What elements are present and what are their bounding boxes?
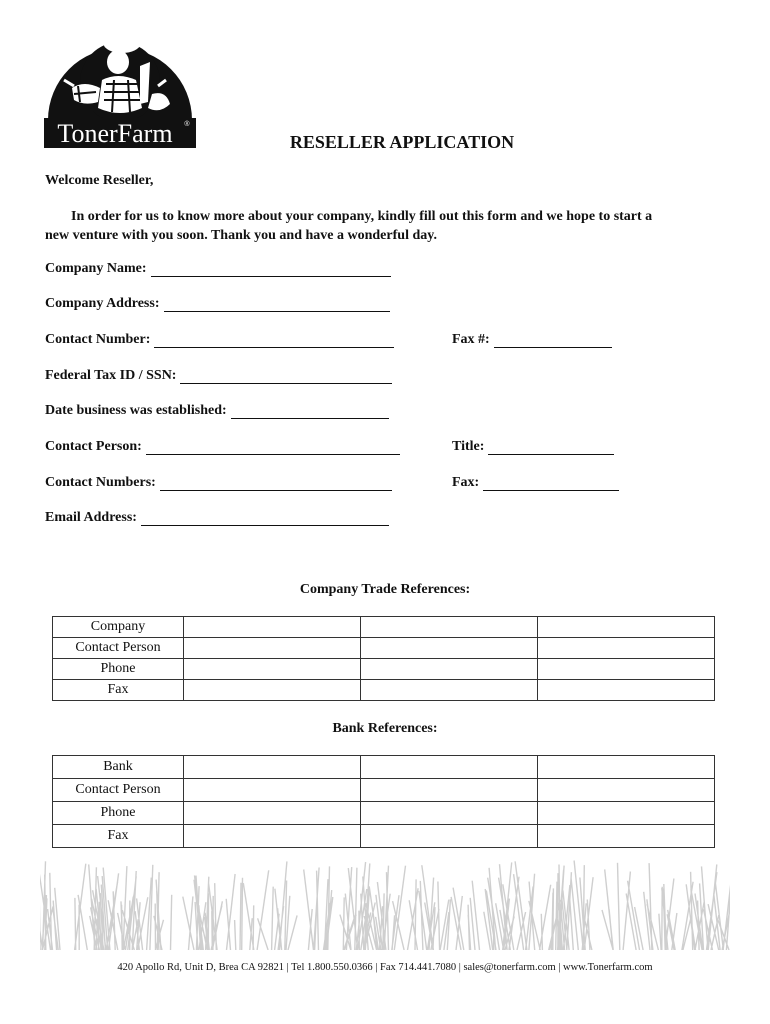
trade-references-heading: Company Trade References: (299, 582, 471, 597)
federal-tax-line[interactable] (180, 369, 392, 384)
table-cell[interactable] (538, 756, 715, 779)
company-address-label: Company Address: (45, 296, 160, 311)
row-label: Fax (53, 825, 184, 848)
row-label: Bank (53, 756, 184, 779)
fax-field[interactable] (452, 475, 619, 491)
table-cell[interactable] (184, 659, 361, 680)
row-label: Contact Person (53, 779, 184, 802)
contact-person-label: Contact Person: (45, 439, 142, 454)
fax-number-label: Fax #: (452, 332, 490, 347)
row-label: Fax (53, 680, 184, 701)
intro-text (45, 207, 725, 245)
email-line[interactable] (141, 511, 389, 526)
table-row (53, 756, 715, 779)
table-cell[interactable] (361, 680, 538, 701)
table-cell[interactable] (361, 617, 538, 638)
fax-line[interactable] (483, 476, 619, 491)
table-row (53, 638, 715, 659)
table-cell[interactable] (538, 802, 715, 825)
page-title: RESELLER APPLICATION (289, 132, 515, 152)
table-cell[interactable] (184, 680, 361, 701)
contact-person-line[interactable] (146, 440, 400, 455)
greeting: Welcome Reseller, (45, 173, 154, 188)
row-label: Phone (53, 659, 184, 680)
svg-text:®: ® (184, 121, 190, 128)
date-established-line[interactable] (231, 404, 389, 419)
table-cell[interactable] (184, 779, 361, 802)
title-line[interactable] (488, 440, 614, 455)
table-cell[interactable] (184, 825, 361, 848)
company-address-line[interactable] (164, 297, 390, 312)
table-cell[interactable] (361, 825, 538, 848)
company-address-field[interactable] (45, 296, 390, 312)
table-row (53, 779, 715, 802)
intro-line-2: new venture with you soon. Thank you and have a wonderful day. (45, 228, 437, 243)
footer-contact: 420 Apollo Rd, Unit D, Brea CA 92821 | Tel 1.800.550.0366 | Fax 714.441.7080 | sales@tonerfarm.com | www.Tonerfarm.com (117, 962, 653, 973)
tonerfarm-logo (44, 22, 196, 150)
table-cell[interactable] (538, 617, 715, 638)
contact-number-field[interactable] (45, 332, 394, 348)
grass-decoration (40, 860, 730, 950)
contact-number-line[interactable] (154, 333, 394, 348)
company-name-field[interactable] (45, 261, 391, 277)
table-row (53, 659, 715, 680)
table-cell[interactable] (361, 638, 538, 659)
email-label: Email Address: (45, 510, 137, 525)
table-row (53, 617, 715, 638)
table-cell[interactable] (184, 756, 361, 779)
table-row (53, 680, 715, 701)
contact-numbers-label: Contact Numbers: (45, 475, 156, 490)
table-cell[interactable] (184, 617, 361, 638)
federal-tax-label: Federal Tax ID / SSN: (45, 368, 177, 383)
fax-label: Fax: (452, 475, 480, 490)
contact-numbers-line[interactable] (160, 476, 392, 491)
title-label: Title: (452, 439, 485, 454)
company-name-line[interactable] (151, 262, 391, 277)
table-row (53, 825, 715, 848)
contact-person-field[interactable] (45, 439, 400, 455)
trade-references-table (52, 616, 715, 701)
contact-numbers-field[interactable] (45, 475, 392, 491)
row-label: Contact Person (53, 638, 184, 659)
svg-text:TonerFarm: TonerFarm (57, 119, 173, 148)
contact-number-label: Contact Number: (45, 332, 151, 347)
federal-tax-field[interactable] (45, 368, 392, 384)
table-cell[interactable] (361, 802, 538, 825)
table-cell[interactable] (538, 779, 715, 802)
table-row (53, 802, 715, 825)
fax-number-field[interactable] (452, 332, 612, 348)
table-cell[interactable] (361, 779, 538, 802)
table-cell[interactable] (538, 825, 715, 848)
table-cell[interactable] (538, 638, 715, 659)
table-cell[interactable] (184, 802, 361, 825)
table-cell[interactable] (184, 638, 361, 659)
fax-number-line[interactable] (494, 333, 612, 348)
date-established-label: Date business was established: (45, 403, 227, 418)
company-name-label: Company Name: (45, 261, 147, 276)
table-cell[interactable] (538, 659, 715, 680)
row-label: Company (53, 617, 184, 638)
row-label: Phone (53, 802, 184, 825)
bank-references-table (52, 755, 715, 848)
date-established-field[interactable] (45, 403, 389, 419)
bank-references-heading: Bank References: (332, 721, 438, 736)
table-cell[interactable] (361, 659, 538, 680)
table-cell[interactable] (538, 680, 715, 701)
email-field[interactable] (45, 510, 389, 526)
table-cell[interactable] (361, 756, 538, 779)
title-field[interactable] (452, 439, 614, 455)
intro-line-1: In order for us to know more about your company, kindly fill out this form and we hope to start a (71, 209, 653, 224)
